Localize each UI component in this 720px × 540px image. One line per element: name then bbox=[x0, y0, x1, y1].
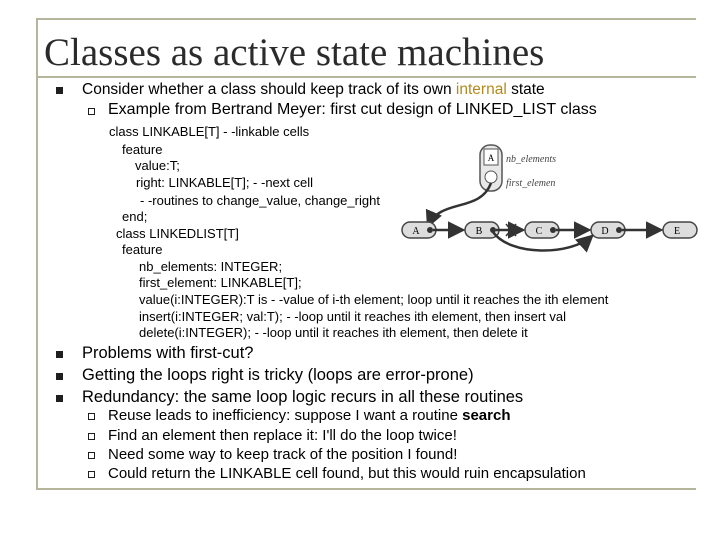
sub-bullet-example: Example from Bertrand Meyer: first cut design of LINKED_LIST class bbox=[108, 101, 597, 118]
sub-bullet-hollow-icon bbox=[88, 471, 95, 478]
bullet-square-icon bbox=[56, 351, 63, 358]
sub-bullet-hollow-icon bbox=[88, 452, 95, 459]
frame-top-line bbox=[36, 18, 696, 20]
bullet-consider bbox=[82, 81, 545, 99]
sub-bullet-reuse-text: Reuse leads to inefficiency: suppose I want a routine bbox=[108, 407, 463, 424]
node-pointer-dot bbox=[550, 227, 556, 233]
code-line: class LINKABLE[T] ‑ ‑linkable cells bbox=[109, 124, 310, 139]
slide-title: Classes as active state machines bbox=[44, 31, 545, 74]
nb-elements-label: nb_elements bbox=[506, 154, 556, 165]
code-line: nb_elements: INTEGER; bbox=[139, 259, 283, 274]
sub-bullet-find: Find an element then replace it: I'll do the loop twice! bbox=[108, 427, 457, 444]
node-pointer-dot bbox=[616, 227, 622, 233]
first-element-arrow bbox=[428, 183, 491, 226]
code-line: value(i:INTEGER):T is ‑ ‑value of i‑th element; loop until it reaches the ith element bbox=[139, 292, 609, 307]
frame-bottom-line bbox=[36, 488, 696, 490]
node-label: E bbox=[673, 226, 681, 237]
code-line: insert(i:INTEGER; val:T); ‑ ‑loop until it reaches ith element, then insert val bbox=[139, 309, 566, 324]
code-line: right: LINKABLE[T]; ‑ ‑next cell bbox=[136, 175, 314, 190]
sub-bullet-reuse bbox=[108, 407, 510, 424]
code-line: ‑ ‑routines to change_value, change_right bbox=[140, 193, 380, 208]
code-line: value:T; bbox=[135, 158, 180, 173]
code-line: feature bbox=[122, 142, 163, 157]
node-label: A bbox=[412, 226, 420, 237]
node-label: C bbox=[535, 226, 543, 237]
bullet-problems: Problems with first‑cut? bbox=[82, 344, 254, 362]
highlight-internal: internal bbox=[455, 81, 507, 98]
first-element-label: first_elemen bbox=[506, 178, 556, 189]
sub-bullet-hollow-icon bbox=[88, 413, 95, 420]
bullet-square-icon bbox=[56, 373, 63, 380]
sub-bullet-linkable: Could return the LINKABLE cell found, but this would ruin encapsulation bbox=[108, 465, 586, 482]
code-line: end; bbox=[122, 209, 148, 224]
sub-bullet-hollow-icon bbox=[88, 108, 95, 115]
bullet-square-icon bbox=[56, 395, 63, 402]
bullet-consider-pre: Consider whether a class should keep track of its own bbox=[82, 81, 456, 98]
keyword-search: search bbox=[462, 407, 511, 424]
header-cell-label: A bbox=[487, 153, 495, 163]
bullet-square-icon bbox=[56, 87, 63, 94]
bullet-redundancy: Redundancy: the same loop logic recurs in all these routines bbox=[82, 388, 524, 406]
node-pointer-dot bbox=[427, 227, 433, 233]
bullet-consider-post: state bbox=[506, 81, 545, 98]
node-label: B bbox=[475, 226, 483, 237]
sub-bullet-track: Need some way to keep track of the position I found! bbox=[108, 446, 458, 463]
header-pointer-cell bbox=[485, 171, 497, 183]
node-label: D bbox=[601, 226, 609, 237]
title-underline bbox=[36, 76, 696, 78]
sub-bullet-hollow-icon bbox=[88, 433, 95, 440]
code-line: delete(i:INTEGER); ‑ ‑loop until it reaches ith element, then delete it bbox=[139, 325, 528, 340]
code-line: feature bbox=[122, 242, 163, 257]
code-line: class LINKEDLIST[T] bbox=[116, 226, 239, 241]
linked-list-diagram bbox=[380, 138, 700, 278]
frame-left-line bbox=[36, 18, 38, 490]
code-line: first_element: LINKABLE[T]; bbox=[139, 275, 302, 290]
bullet-loops: Getting the loops right is tricky (loops are error‑prone) bbox=[82, 366, 474, 384]
